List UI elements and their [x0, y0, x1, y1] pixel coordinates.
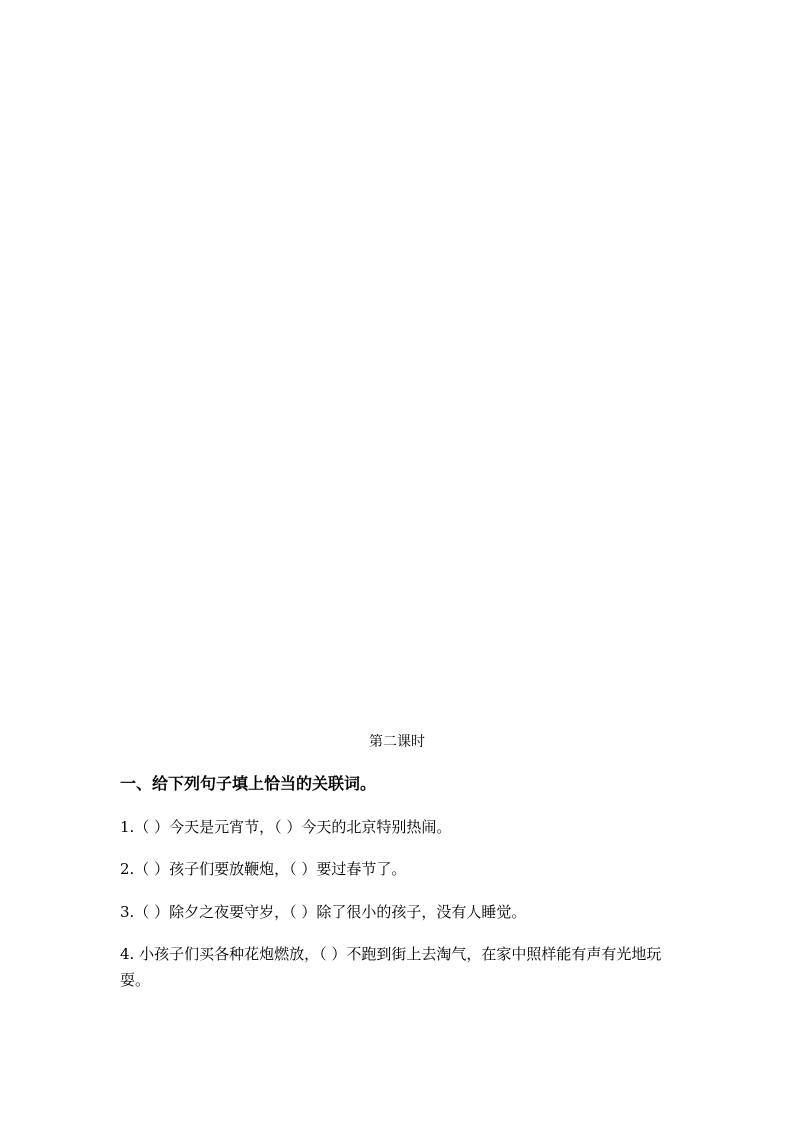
section-heading: 一、给下列句子填上恰当的关联词。 [120, 774, 377, 793]
question-item: 2.（ ）孩子们要放鞭炮，（ ）要过春节了。 [120, 860, 407, 878]
question-item: 1.（ ）今天是元宵节，（ ）今天的北京特别热闹。 [120, 818, 452, 836]
question-item: 4. 小孩子们买各种花炮燃放，（ ）不跑到街上去淘气，在家中照样能有声有光地玩耍。 [120, 945, 662, 989]
question-item: 3.（ ）除夕之夜要守岁，（ ）除了很小的孩子，没有人睡觉。 [120, 903, 527, 921]
lesson-title: 第二课时 [369, 734, 425, 750]
